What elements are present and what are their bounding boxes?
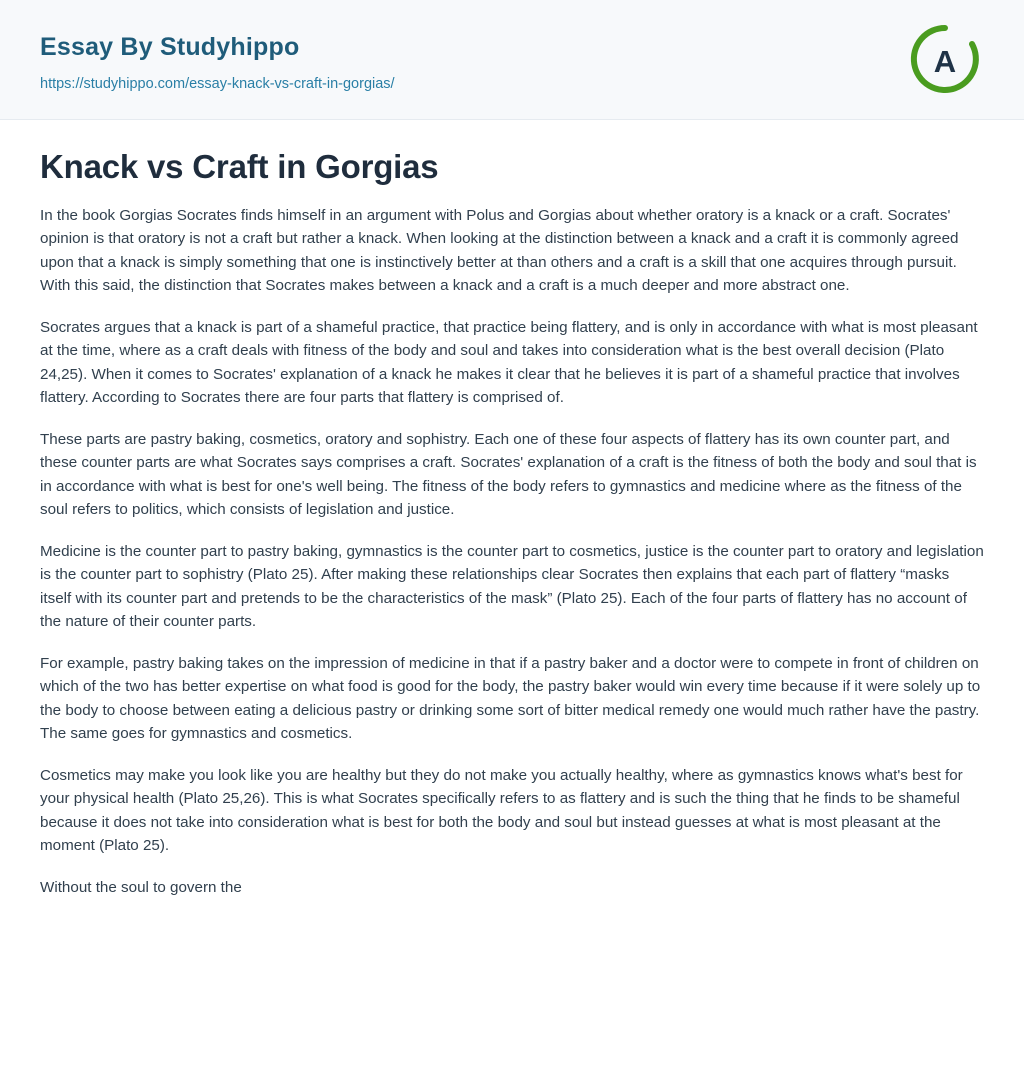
svg-text:A: A: [933, 44, 957, 79]
article-body: [0, 120, 1024, 899]
studyhippo-logo-icon: [908, 22, 982, 96]
page-title: Knack vs Craft in Gorgias: [40, 148, 439, 185]
article-url-link[interactable]: https://studyhippo.com/essay-knack-vs-craft-in-gorgias/: [40, 75, 395, 92]
article-paragraph: In the book Gorgias Socrates finds himself in an argument with Polus and Gorgias about whether oratory is a knack or a craft. Socrates' opinion is that oratory is not a craft but rather a knack. When looking at the distinction between a knack and a craft it is commonly agreed upon that a knack is simply something that one is instinctively better at than others and a craft is a skill that one acquires through pursuit. With this said, the distinction that Socrates makes between a knack and a craft is a much deeper and more abstract one.: [40, 207, 959, 294]
article-paragraph: Cosmetics may make you look like you are healthy but they do not make you actually healthy, where as gymnastics knows what's best for your physical health (Plato 25,26). This is what Socrates specifically refers to as flattery and is such the thing that he finds to be shameful because it does not take into consideration what is best for both the body and soul but instead guesses at what is most pleasant at the moment (Plato 25).: [40, 767, 963, 854]
site-header: [0, 0, 1024, 120]
article-paragraph: Socrates argues that a knack is part of a shameful practice, that practice being flattery, and is only in accordance with what is most pleasant at the time, where as a craft deals with fitness of the body and soul and takes into consideration what is the best overall decision (Plato 24,25). When it comes to Socrates' explanation of a knack he makes it clear that he believes it is part of a shameful practice that involves flattery. According to Socrates there are four parts that flattery is comprised of.: [40, 319, 978, 406]
site-title: Essay By Studyhippo: [40, 33, 300, 61]
article-paragraph: For example, pastry baking takes on the impression of medicine in that if a pastry baker and a doctor were to compete in front of children on which of the two has better expertise on what food is good for the body, the pastry baker would win every time because if it were solely up to the body to choose between eating a delicious pastry or drinking some sort of bitter medical remedy one would much rather have the pastry. The same goes for gymnastics and cosmetics.: [40, 655, 981, 742]
article-paragraph: Without the soul to govern the: [40, 879, 242, 896]
article-paragraph: Medicine is the counter part to pastry baking, gymnastics is the counter part to cosmetics, justice is the counter part to oratory and legislation is the counter part to sophistry (Plato 25). After making these relationships clear Socrates then explains that each part of flattery “masks itself with its counter part and pretends to be the characteristics of the mask” (Plato 25). Each of the four parts of flattery has no account of the nature of their counter parts.: [40, 543, 984, 630]
article-paragraph: These parts are pastry baking, cosmetics, oratory and sophistry. Each one of these four aspects of flattery has its own counter part, and these counter parts are what Socrates says comprises a craft. Socrates' explanation of a craft is the fitness of both the body and soul that is in accordance with what is best for one's well being. The fitness of the body refers to gymnastics and medicine where as the fitness of the soul refers to politics, which consists of legislation and justice.: [40, 431, 977, 518]
